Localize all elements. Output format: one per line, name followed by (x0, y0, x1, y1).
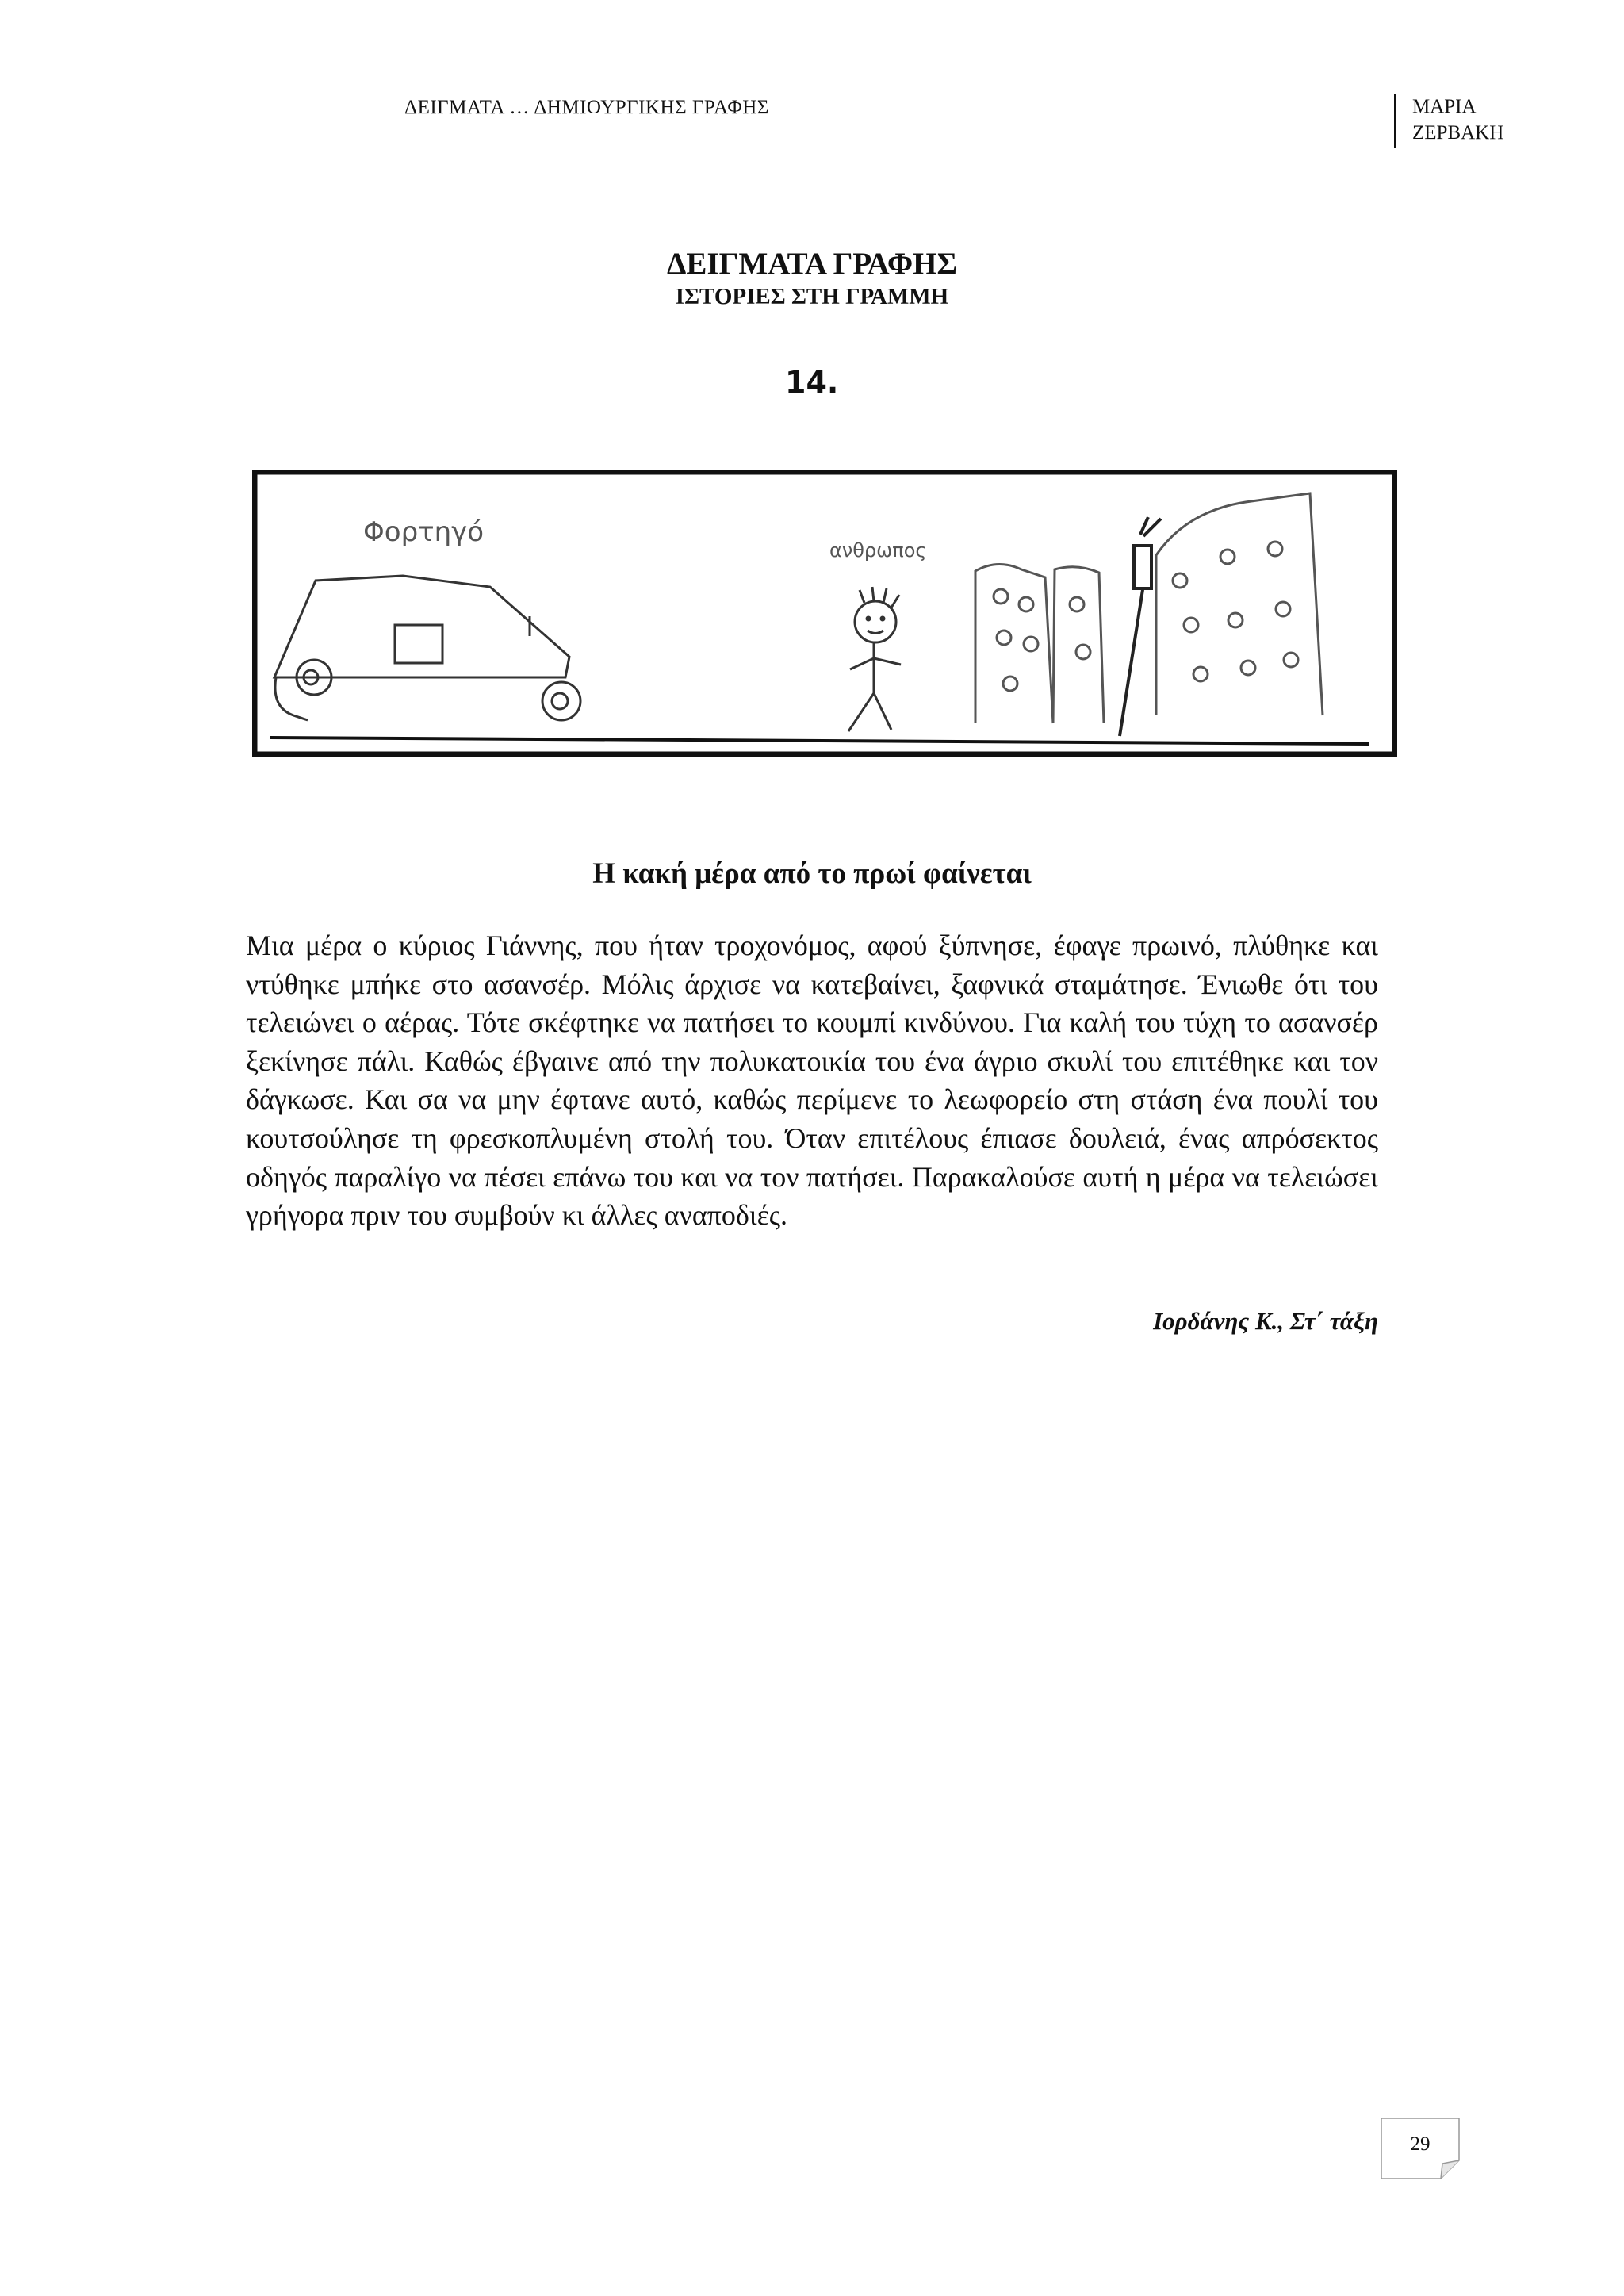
header-author-last: ΖΕΡΒΑΚΗ (1412, 122, 1504, 144)
drawing-label-truck: Φορτηγό (363, 516, 485, 548)
story-number: 14. (785, 365, 839, 400)
header-author-name (1394, 94, 1503, 148)
page-subtitle: ΙΣΤΟΡΙΕΣ ΣΤΗ ΓΡΑΜΜΗ (675, 284, 949, 309)
story-body: Μια μέρα ο κύριος Γιάννης, που ήταν τροχονόμος, αφού ξύπνησε, έφαγε πρωινό, πλύθηκε και ντύθηκε μπήκε στο ασανσέρ. Μόλις άρχισε να κατεβαίνει, ξαφνικά σταμάτησε. Ένιωθε ότι του τελειώνει ο αέρας. Τότε σκέφτηκε να πατήσει το κουμπί κινδύνου. Για καλή του τύχη το ασανσέρ ξεκίνησε πάλι. Καθώς έβγαινε από την πολυκατοικία του ένα άγριο σκυλί του επιτέθηκε και τον δάγκωσε. Και σα να μην έφτανε αυτό, καθώς περίμενε το λεωφορείο στη στάση ένα πουλί του κουτσούλησε τη φρεσκοπλυμένη στολή του. Όταν επιτέλους έπιασε δουλειά, ένας απρόσεκτος οδηγός παραλίγο να πέσει επάνω του και να τον πατήσει. Παρακαλούσε αυτή η μέρα να τελειώσει γρήγορα πριν του συμβούν κι άλλες αναποδιές. (246, 930, 1378, 1232)
header-author-first: ΜΑΡΙΑ (1412, 96, 1477, 117)
header-left-title: ΔΕΙΓΜΑΤΑ … ΔΗΜΙΟΥΡΓΙΚΗΣ ΓΡΑΦΗΣ (404, 97, 769, 118)
story-author: Ιορδάνης Κ., Στ΄ τάξη (1153, 1307, 1378, 1335)
page-number: 29 (1410, 2133, 1431, 2155)
page-title: ΔΕΙΓΜΑΤΑ ΓΡΑΦΗΣ (666, 247, 957, 281)
child-drawing (252, 470, 1397, 757)
drawing-label-person: ανθρωπος (829, 539, 927, 562)
story-title: Η κακή μέρα από το πρωί φαίνεται (592, 857, 1032, 890)
